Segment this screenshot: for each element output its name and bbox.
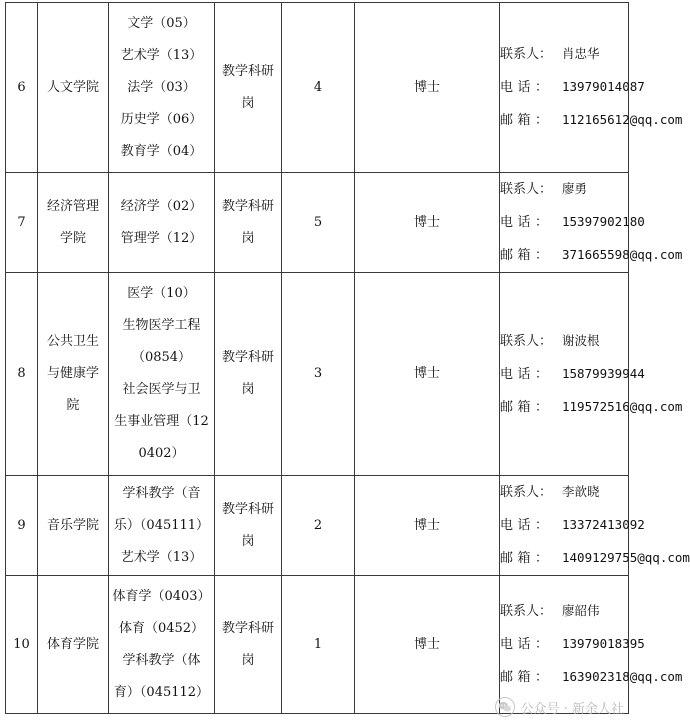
contact-info: [500, 476, 690, 576]
post-line: 教学科研: [221, 198, 274, 214]
degree-requirement: 博士: [355, 3, 500, 173]
major-line: 文学（05）: [127, 15, 196, 31]
post-type: [215, 476, 282, 576]
major-line: 法学（03）: [127, 79, 196, 95]
major-line: 历史学（06）: [120, 111, 203, 127]
post-line: 岗: [241, 230, 255, 246]
college-line: 与健康学: [46, 366, 99, 381]
major-line: 生物医学工程: [122, 318, 201, 333]
major-line: 艺术学（13）: [120, 549, 203, 565]
major-line: 医学（10）: [127, 286, 196, 301]
table-row: [6, 273, 629, 476]
contact-phone: 13979018395: [562, 636, 645, 651]
table-row: [6, 576, 629, 714]
post-line: 岗: [241, 533, 255, 549]
wechat-icon: [495, 697, 515, 717]
contact-email: 163902318@qq.com: [562, 669, 683, 684]
contact-phone-label: 电话：: [500, 518, 548, 533]
college-name: [38, 3, 109, 173]
major-line: 育）（045112）: [113, 684, 210, 700]
major-line: 管理学（12）: [120, 230, 203, 246]
contact-email-label: 邮箱：: [500, 551, 548, 566]
major-line: 学科教学（音: [122, 485, 201, 501]
degree-requirement: 博士: [355, 173, 500, 273]
contact-email-label: 邮箱：: [500, 399, 548, 415]
contact-phone-line: [500, 509, 645, 542]
watermark: [495, 697, 624, 717]
position-count: 1: [282, 576, 355, 714]
major-line: 学科教学（体: [122, 652, 201, 668]
position-count: 5: [282, 173, 355, 273]
major-line: 经济学（02）: [120, 198, 203, 214]
major-list: [109, 273, 215, 476]
contact-person-line: [500, 476, 628, 509]
college-name: [38, 173, 109, 273]
contact-phone-line: [500, 628, 645, 661]
post-line: 教学科研: [221, 501, 274, 517]
contact-info: [500, 273, 683, 476]
contact-email-label: 邮箱：: [500, 113, 548, 128]
degree-requirement: 博士: [355, 576, 500, 714]
contact-phone: 13979014087: [562, 79, 645, 94]
contact-phone-line: [500, 358, 645, 391]
contact-person-line: [500, 38, 628, 71]
post-type: [215, 3, 282, 173]
post-type: [215, 576, 282, 714]
contact-info: [500, 576, 683, 714]
contact-email-line: [500, 542, 690, 575]
major-line: 艺术学（13）: [120, 47, 203, 63]
major-line: 0402）: [138, 446, 185, 461]
watermark-text: 公众号 · 新余人社: [520, 701, 624, 717]
contact-person-label: 联系人：: [500, 604, 553, 619]
major-line: 社会医学与卫: [122, 382, 201, 397]
contact-email-label: 邮箱：: [500, 248, 548, 263]
post-type: [215, 173, 282, 273]
post-line: 教学科研: [221, 620, 274, 636]
major-line: （0854）: [131, 350, 192, 365]
contact-info: [500, 173, 683, 273]
row-number: 8: [6, 273, 38, 476]
contact-email: 1409129755@qq.com: [562, 550, 690, 565]
contact-person-label: 联系人：: [500, 333, 553, 349]
degree-requirement: 博士: [355, 273, 500, 476]
recruitment-table: [5, 2, 690, 714]
contact-phone: 15397902180: [562, 214, 645, 229]
major-line: 生事业管理（12: [114, 414, 209, 429]
college-line: 院: [66, 398, 80, 413]
contact-phone-label: 电话：: [500, 215, 548, 230]
major-list: [109, 3, 215, 173]
college-name: [38, 476, 109, 576]
contact-phone-label: 电话：: [500, 80, 548, 95]
college-line: 体育学院: [46, 636, 99, 652]
post-line: 岗: [241, 382, 255, 397]
contact-person-label: 联系人：: [500, 47, 553, 62]
position-count: 4: [282, 3, 355, 173]
contact-person-line: [500, 595, 628, 628]
major-line: 体育（0452）: [118, 620, 205, 636]
contact-email-line: [500, 661, 683, 694]
post-line: 教学科研: [221, 350, 274, 365]
contact-info: [500, 3, 683, 173]
college-line: 经济管理: [46, 198, 99, 214]
row-number: 6: [6, 3, 38, 173]
college-name: [38, 273, 109, 476]
contact-email-label: 邮箱：: [500, 670, 548, 685]
degree-requirement: 博士: [355, 476, 500, 576]
post-line: 岗: [241, 95, 255, 111]
position-count: 3: [282, 273, 355, 476]
contact-email-line: [500, 239, 683, 272]
major-line: 教育学（04）: [120, 143, 203, 159]
contact-person: 肖忠华: [562, 46, 600, 61]
row-number: 9: [6, 476, 38, 576]
row-number: 10: [6, 576, 38, 714]
contact-person-label: 联系人：: [500, 182, 553, 197]
contact-phone-line: [500, 206, 645, 239]
major-list: [109, 576, 215, 714]
contact-email: 119572516@qq.com: [562, 398, 683, 414]
major-line: 乐）（045111）: [113, 517, 210, 533]
college-line: 音乐学院: [46, 517, 99, 533]
post-line: 教学科研: [221, 63, 274, 79]
contact-phone: 13372413092: [562, 517, 645, 532]
major-list: [109, 173, 215, 273]
contact-email: 112165612@qq.com: [562, 112, 683, 127]
college-line: 公共卫生: [46, 334, 99, 349]
contact-email-line: [500, 104, 683, 137]
contact-phone-line: [500, 71, 645, 104]
contact-person-line: [500, 325, 628, 358]
table-row: [6, 173, 629, 273]
table-row: [6, 3, 629, 173]
row-number: 7: [6, 173, 38, 273]
college-line: 人文学院: [46, 79, 99, 95]
major-line: 体育学（0403）: [112, 588, 211, 604]
table-row: [6, 476, 629, 576]
contact-person: 廖韶伟: [562, 603, 600, 618]
contact-email-line: [500, 391, 683, 424]
contact-phone: 15879939944: [562, 365, 645, 381]
contact-person: 李歆晓: [562, 484, 600, 499]
contact-email: 371665598@qq.com: [562, 247, 683, 262]
contact-phone-label: 电话：: [500, 366, 548, 382]
major-list: [109, 476, 215, 576]
contact-person: 廖勇: [562, 181, 588, 196]
post-line: 岗: [241, 652, 255, 668]
post-type: [215, 273, 282, 476]
contact-person-line: [500, 173, 628, 206]
college-line: 学院: [59, 230, 86, 246]
contact-person-label: 联系人：: [500, 485, 553, 500]
college-name: [38, 576, 109, 714]
position-count: 2: [282, 476, 355, 576]
contact-person: 谢波根: [562, 332, 600, 348]
contact-phone-label: 电话：: [500, 637, 548, 652]
